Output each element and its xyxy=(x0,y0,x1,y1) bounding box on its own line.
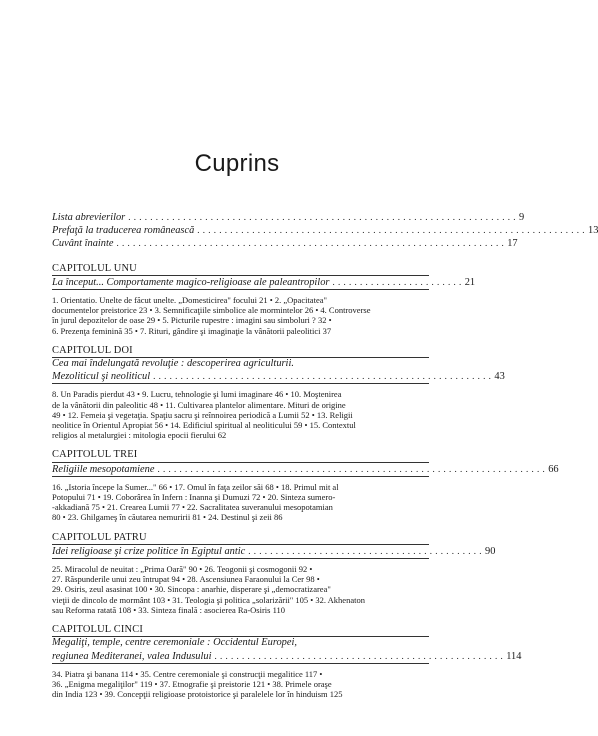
chapter-title[interactable]: Cea mai îndelungată revoluţie : descoperirea agriculturii. xyxy=(52,358,294,370)
chapter-title-row[interactable] xyxy=(52,276,476,289)
page-title: Cuprins xyxy=(194,150,280,177)
chapter-summary-line: 34. Piatra şi banana 114 • 35. Centre ceremoniale şi construcţii megalitice 117 • xyxy=(52,668,323,679)
chapter-summary-line: 1. Orientatio. Unelte de făcut unelte. „Domesticirea" focului 21 • 2. „Opacitatea" xyxy=(52,295,327,306)
chapter-page: 90 xyxy=(485,545,496,557)
chapter-summary-line: din India 123 • 39. Concepţii religioase protoistorice şi paralelele lor în hinduism 125 xyxy=(52,689,343,700)
chapter-page: 114 xyxy=(506,650,522,662)
chapter-summary-line: 80 • 23. Ghilgameş în căutarea nemuririi 81 • 24. Destinul şi zeii 86 xyxy=(52,512,283,523)
dot-leader: . . . . . . . . . . . . . . . . . . . . . . . . . . . . . . . . . . . . . . . . . . . . . . . . . . . . . . . . . . . . . . xyxy=(153,371,492,382)
chapter-summary-line: -akkadiană 75 • 21. Crearea Lumii 77 • 22. Sacralitatea suveranului mesopotamian xyxy=(52,502,333,513)
chapter-title: La început... Comportamente magico-religioase ale paleantropilor xyxy=(52,276,330,288)
dot-leader: . . . . . . . . . . . . . . . . . . . . . . . . . . . . . . . . . . . . . . . . . . . . . . . . . . . . . . . . . . . . . . . . . . . . . . . xyxy=(197,225,586,236)
toc-entry-label: Prefaţă la traducerea românească xyxy=(52,225,195,237)
chapter-summary-line: 29. Osiris, zeul asasinat 100 • 30. Sincopa : anarhie, disperare şi „democratizarea" xyxy=(52,584,331,595)
chapter-summary-line: 8. Un Paradis pierdut 43 • 9. Lucru, tehnologie şi lumi imaginare 46 • 10. Moştenirea xyxy=(52,389,342,400)
chapter-heading: CAPITOLUL DOI xyxy=(52,344,133,356)
chapter-summary-line: sau Reforma ratată 108 • 33. Sinteza finală : asocierea Ra-Osiris 110 xyxy=(52,604,286,615)
chapter-page: 66 xyxy=(548,463,559,475)
dot-leader: . . . . . . . . . . . . . . . . . . . . . . . . . . . . . . . . . . . . . . . . . . . . . . . . . . . . . xyxy=(214,650,504,661)
chapter-title-row[interactable] xyxy=(52,545,496,558)
chapter-title-row[interactable] xyxy=(52,370,505,383)
table-of-contents xyxy=(52,211,598,700)
chapter-title: Idei religioase şi crize politice în Egiptul antic xyxy=(52,545,246,557)
chapter-page: 21 xyxy=(464,276,476,288)
toc-entry-page: 9 xyxy=(518,212,525,223)
toc-entry-abbreviations[interactable] xyxy=(52,211,525,224)
chapter-title-row[interactable] xyxy=(52,650,522,663)
chapter-title: Religiile mesopotamiene xyxy=(52,463,155,475)
chapter-title-row[interactable] xyxy=(52,463,559,476)
chapter-title: Mezoliticul şi neoliticul xyxy=(52,371,151,383)
dot-leader: . . . . . . . . . . . . . . . . . . . . . . . . . . . . . . . . . . . . . . . . . . . . . . . . . . . . . . . . . . . . . . . . . . . . . . . xyxy=(128,212,516,222)
toc-entry-page: 13 xyxy=(588,225,598,237)
toc-entry-foreword[interactable] xyxy=(52,237,518,250)
toc-entry-page: 17 xyxy=(507,238,518,250)
chapter-heading: CAPITOLUL TREI xyxy=(52,449,138,461)
chapter-summary-line: de la vânătorii din paleolitic 48 • 11. Cultivarea plantelor alimentare. Mituri de origine xyxy=(52,399,346,410)
chapter-heading: CAPITOLUL UNU xyxy=(52,262,137,274)
chapter-title[interactable]: Megaliţi, temple, centre ceremoniale : Occidentul Europei, xyxy=(52,637,297,649)
toc-entry-preface[interactable] xyxy=(52,224,598,237)
dot-leader: . . . . . . . . . . . . . . . . . . . . . . . . xyxy=(332,276,462,287)
chapter-heading: CAPITOLUL PATRU xyxy=(52,531,147,543)
toc-entry-label: Lista abrevierilor xyxy=(52,212,126,223)
chapter-summary-line: documentelor preistorice 23 • 3. Semnificaţiile simbolice ale mormintelor 26 • 4. Controverse xyxy=(52,305,371,316)
chapter-summary-line: vieţii de dincolo de mormânt 103 • 31. Teologia şi politica „solarizării" 105 • 32. Akhenaton xyxy=(52,594,365,605)
chapter-summary-line: 16. „Istoria începe la Sumer..." 66 • 17. Omul în faţa zeilor săi 68 • 18. Primul mit al xyxy=(52,481,339,492)
dot-leader: . . . . . . . . . . . . . . . . . . . . . . . . . . . . . . . . . . . . . . . . . . . xyxy=(248,545,483,556)
chapter-summary-line: 25. Miracolul de neuitat : „Prima Oară" 90 • 26. Teogonii şi cosmogonii 92 • xyxy=(52,564,313,575)
chapter-summary-line: religios al metalurgiei : mitologia epocii fierului 62 xyxy=(52,430,227,441)
dot-leader: . . . . . . . . . . . . . . . . . . . . . . . . . . . . . . . . . . . . . . . . . . . . . . . . . . . . . . . . . . . . . . . . . . . . . . . xyxy=(116,238,505,249)
toc-entry-label: Cuvânt înainte xyxy=(52,238,114,250)
chapter-summary-line: 49 • 12. Femeia şi vegetaţia. Spaţiu sacru şi reînnoirea periodică a Lumii 52 • 13. Religii xyxy=(52,409,353,420)
chapter-page: 43 xyxy=(494,371,505,383)
chapter-summary-line: 6. Prezenţa feminină 35 • 7. Rituri, gândire şi imaginaţie la vânătorii paleolitici 37 xyxy=(52,325,332,336)
chapter-summary-line: Potopului 71 • 19. Coborârea în Infern : Inanna şi Dumuzi 72 • 20. Sinteza sumero- xyxy=(52,492,336,503)
chapter-heading: CAPITOLUL CINCI xyxy=(52,624,144,636)
dot-leader: . . . . . . . . . . . . . . . . . . . . . . . . . . . . . . . . . . . . . . . . . . . . . . . . . . . . . . . . . . . . . . . . . . . . . . . xyxy=(157,463,546,474)
chapter-summary-line: neolitice în Orientul Apropiat 56 • 14. Edificiul spiritual al neoliticului 59 • 15. Contextul xyxy=(52,420,356,431)
chapter-title: regiunea Mediteranei, valea Indusului xyxy=(52,650,212,662)
chapter-summary-line: 36. „Enigma megaliţilor" 119 • 37. Etnografie şi preistorie 121 • 38. Primele oraşe xyxy=(52,678,332,689)
chapter-summary-line: 27. Răspunderile unui zeu întrupat 94 • 28. Ascensiunea Faraonului la Cer 98 • xyxy=(52,574,320,585)
chapter-summary-line: în jurul depozitelor de oase 29 • 5. Picturile rupestre : imagini sau simboluri ? 32 • xyxy=(52,315,332,326)
